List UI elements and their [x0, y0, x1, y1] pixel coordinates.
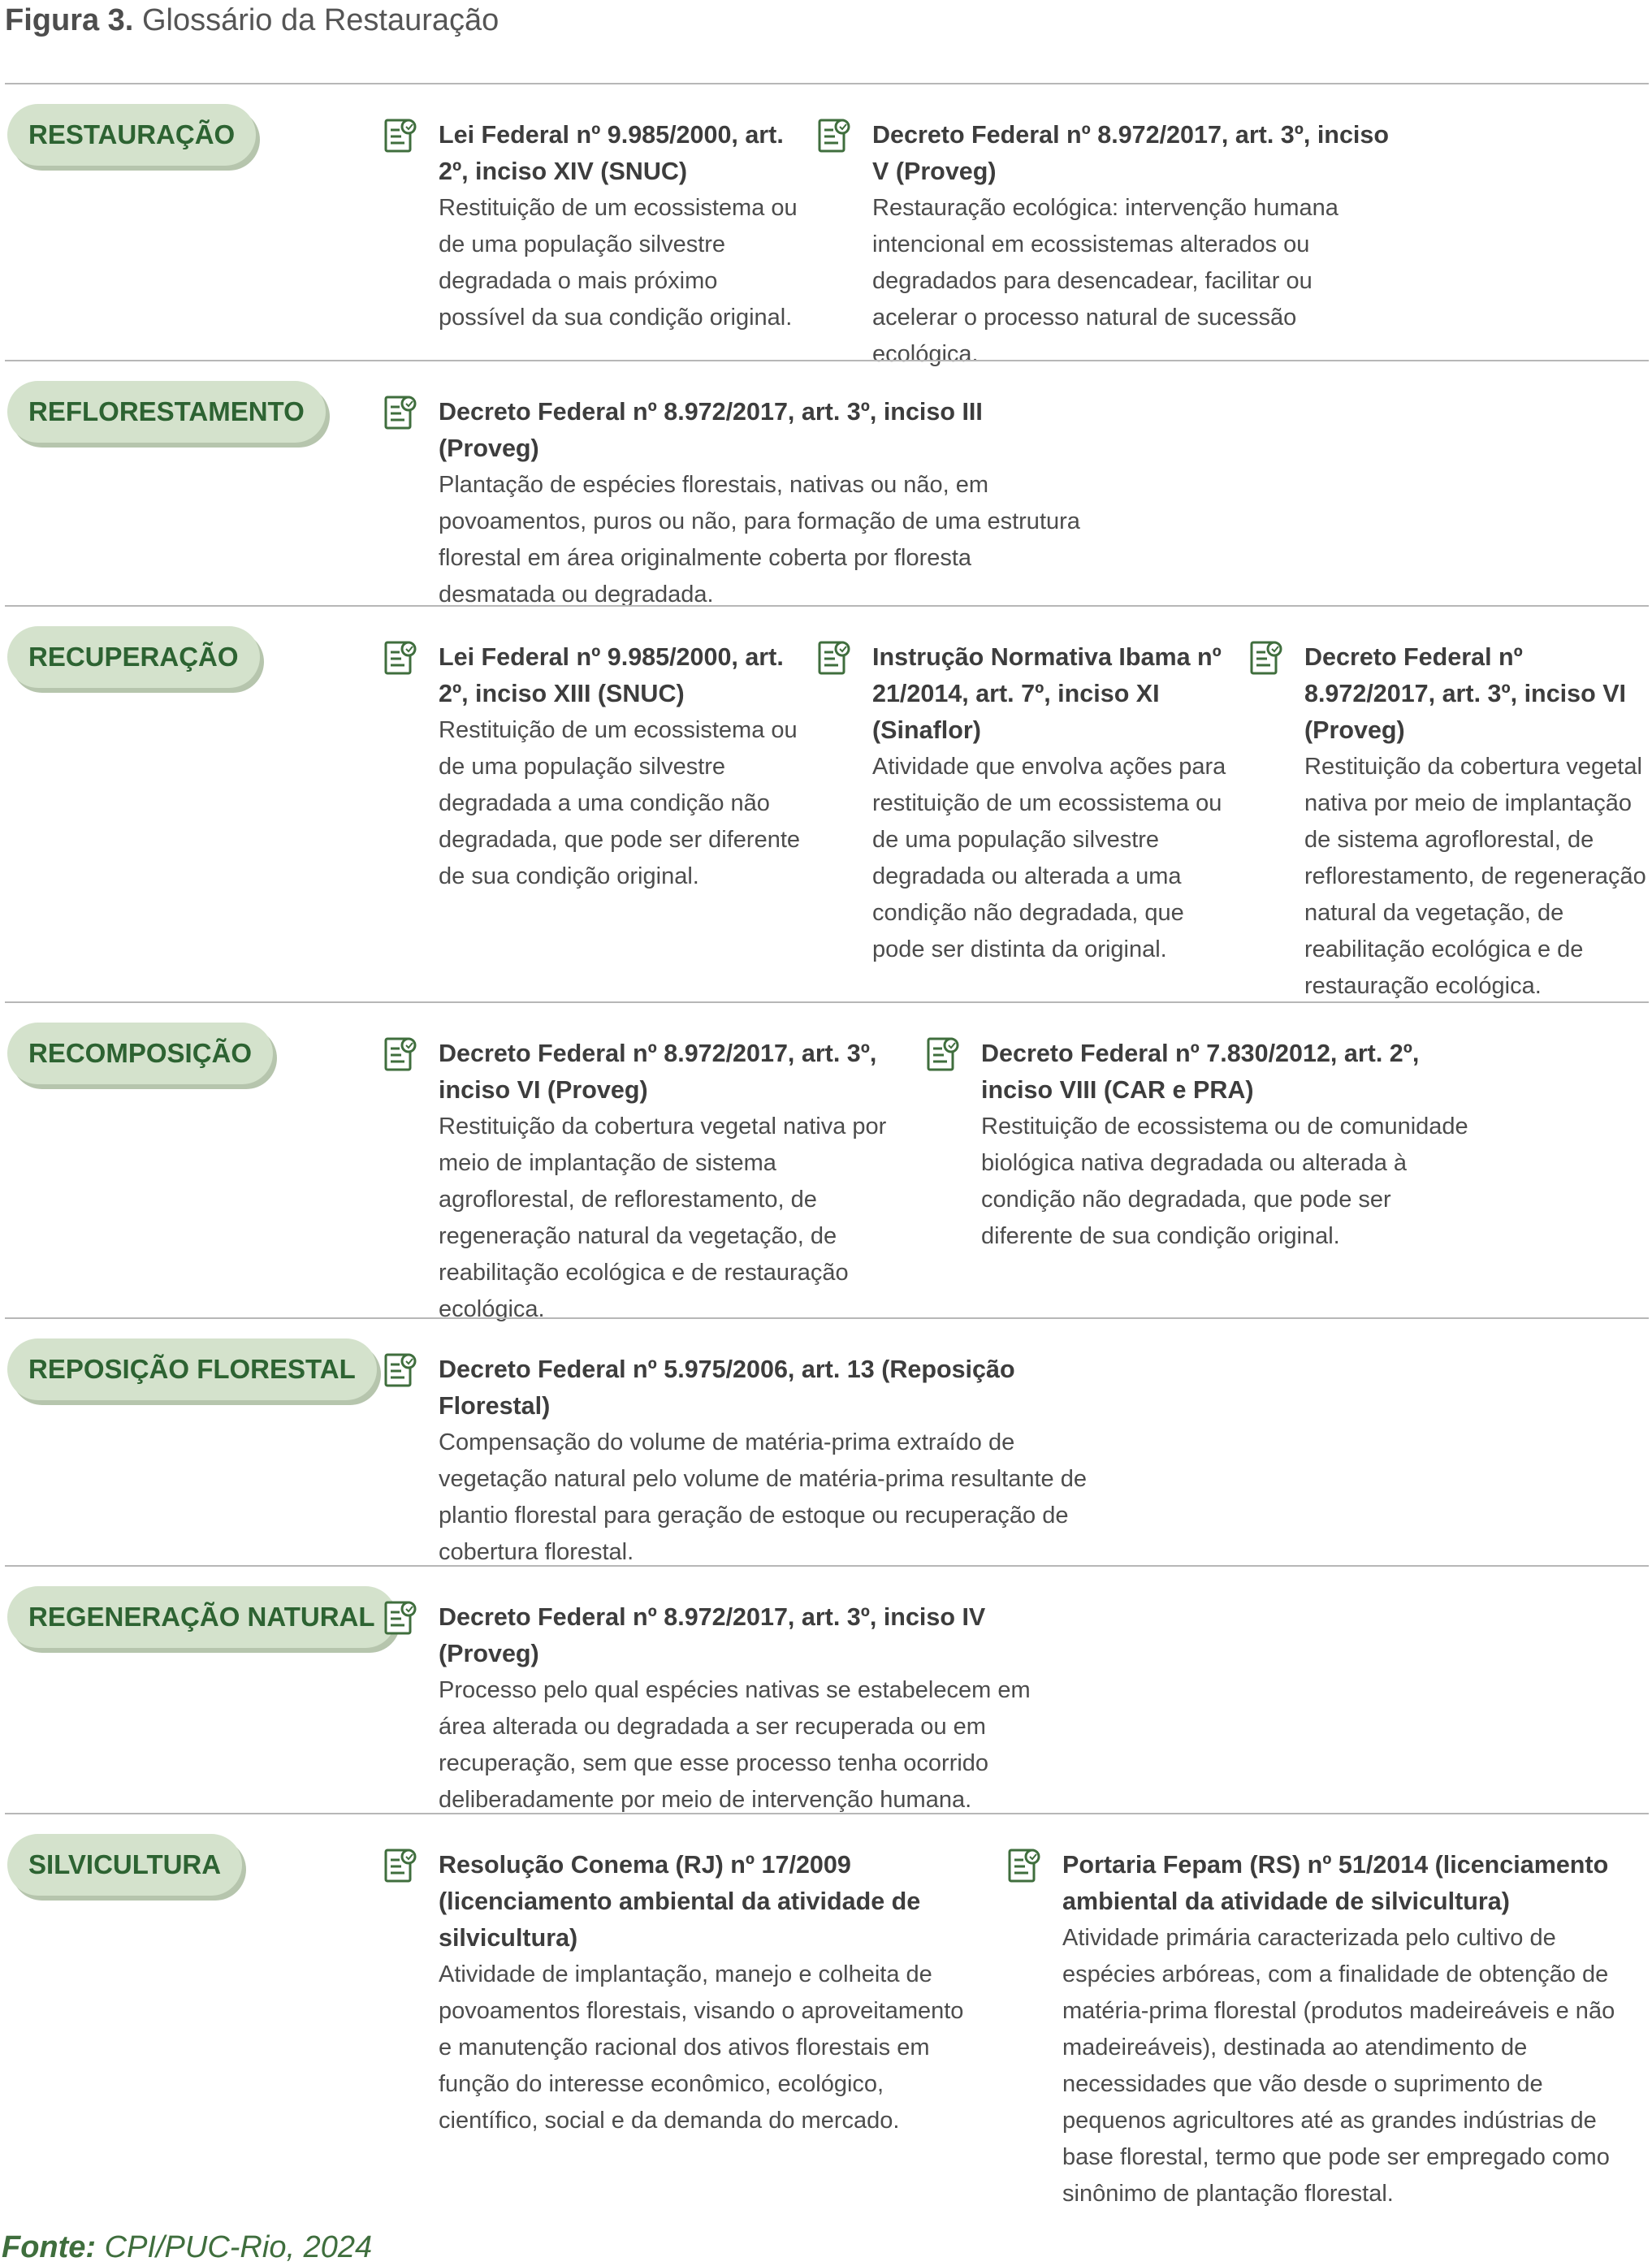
glossary-entry	[383, 1847, 968, 2139]
glossary-entry	[1249, 639, 1649, 1005]
document-seal-icon	[383, 639, 417, 677]
source-label: Fonte:	[2, 2230, 97, 2264]
document-seal-icon	[383, 117, 417, 154]
document-seal-icon	[383, 394, 417, 431]
source-text: CPI/PUC-Rio, 2024	[104, 2230, 373, 2264]
glossary-entry	[383, 639, 806, 895]
entry-text: Restituição da cobertura vegetal nativa por meio de implantação de sistema agroflorestal, de reflorestamento, de regeneração natural da vegetação, de reabilitação ecológica e de restauração ecológica.	[439, 1114, 887, 1322]
divider	[5, 1317, 1649, 1319]
divider	[5, 605, 1649, 607]
document-seal-icon	[817, 117, 851, 154]
entry-title: Decreto Federal nº 5.975/2006, art. 13 (Reposição Florestal)	[439, 1356, 1015, 1420]
entry-title: Decreto Federal nº 8.972/2017, art. 3º, inciso III (Proveg)	[439, 398, 983, 462]
entry-title: Decreto Federal nº 8.972/2017, art. 3º, inciso VI (Proveg)	[1304, 643, 1627, 744]
entry-text: Atividade que envolva ações para restituição de um ecossistema ou de uma população silvestre degradada ou alterada a uma condição não degradada, que pode ser distinta da original.	[872, 754, 1226, 962]
glossary-entry	[817, 639, 1239, 968]
document-seal-icon	[1249, 639, 1283, 677]
entry-text: Restituição de ecossistema ou de comunidade biológica nativa degradada ou alterada à condição não degradada, que pode ser diferente de sua condição original.	[981, 1114, 1468, 1249]
entry-title: Lei Federal nº 9.985/2000, art. 2º, inciso XIV (SNUC)	[439, 121, 784, 185]
document-seal-icon	[1007, 1847, 1041, 1884]
entry-text: Restituição da cobertura vegetal nativa por meio de implantação de sistema agroflorestal, de reflorestamento, de regeneração natural da vegetação, de reabilitação ecológica e de restauração ecológica.	[1304, 754, 1646, 999]
term-tag-restauracao: RESTAURAÇÃO	[7, 104, 256, 166]
glossary-entry	[383, 1351, 1098, 1571]
glossary-entry	[383, 117, 806, 336]
entry-text: Plantação de espécies florestais, nativas ou não, em povoamentos, puros ou não, para formação de uma estrutura florestal em área originalmente coberta por floresta desmatada ou degradada.	[439, 472, 1080, 608]
entry-title: Resolução Conema (RJ) nº 17/2009 (licenciamento ambiental da atividade de silvicultura)	[439, 1851, 921, 1952]
entry-text: Processo pelo qual espécies nativas se estabelecem em área alterada ou degradada a ser recuperada ou em recuperação, sem que esse processo tenha ocorrido deliberadamente por meio de intervenção humana.	[439, 1677, 1031, 1813]
glossary-entry	[383, 394, 1082, 613]
divider	[5, 360, 1649, 361]
entry-title: Lei Federal nº 9.985/2000, art. 2º, inciso XIII (SNUC)	[439, 643, 784, 707]
entry-title: Decreto Federal nº 7.830/2012, art. 2º, inciso VIII (CAR e PRA)	[981, 1040, 1420, 1104]
document-seal-icon	[383, 1036, 417, 1073]
glossary-entry	[1007, 1847, 1649, 2212]
figure-title	[5, 2, 499, 39]
term-tag-recuperacao: RECUPERAÇÃO	[7, 626, 260, 688]
divider	[5, 1001, 1649, 1003]
divider	[5, 1813, 1649, 1814]
glossary-entry	[926, 1036, 1478, 1255]
entry-title: Decreto Federal nº 8.972/2017, art. 3º, inciso V (Proveg)	[872, 121, 1389, 185]
term-tag-reposicao-florestal: REPOSIÇÃO FLORESTAL	[7, 1338, 377, 1400]
entry-text: Restituição de um ecossistema ou de uma população silvestre degradada o mais próximo possível da sua condição original.	[439, 195, 798, 331]
entry-title: Decreto Federal nº 8.972/2017, art. 3º, inciso IV (Proveg)	[439, 1603, 986, 1667]
document-seal-icon	[383, 1847, 417, 1884]
document-seal-icon	[383, 1351, 417, 1389]
entry-text: Restituição de um ecossistema ou de uma população silvestre degradada a uma condição não degradada, que pode ser diferente de sua condição original.	[439, 717, 801, 889]
term-tag-regeneracao-natural: REGENERAÇÃO NATURAL	[7, 1586, 396, 1648]
entry-text: Atividade primária caracterizada pelo cultivo de espécies arbóreas, com a finalidade de obtenção de matéria-prima florestal (produtos madeireáveis e não madeireáveis), destinada ao atendimento de necessidades que vão desde o suprimento de pequenos agricultores até as grandes indústrias de base florestal, termo que pode ser empregado como sinônimo de plantação florestal.	[1062, 1925, 1615, 2207]
entry-text: Restauração ecológica: intervenção humana intencional em ecossistemas alterados ou degradados para desencadear, facilitar ou acelerar o processo natural de sucessão ecológica.	[872, 195, 1338, 367]
document-seal-icon	[817, 639, 851, 677]
term-tag-silvicultura: SILVICULTURA	[7, 1834, 242, 1896]
entry-text: Compensação do volume de matéria-prima extraído de vegetação natural pelo volume de matéria-prima resultante de plantio florestal para geração de estoque ou recuperação de cobertura florestal.	[439, 1429, 1087, 1565]
figure-label: Figura 3.	[5, 3, 134, 37]
source-note	[2, 2229, 372, 2266]
glossary-entry	[383, 1036, 903, 1328]
divider	[5, 83, 1649, 84]
glossary-entry	[383, 1599, 1082, 1818]
entry-title: Instrução Normativa Ibama nº 21/2014, art. 7º, inciso XI (Sinaflor)	[872, 643, 1222, 744]
term-tag-recomposicao: RECOMPOSIÇÃO	[7, 1023, 273, 1084]
term-tag-reflorestamento: REFLORESTAMENTO	[7, 381, 326, 443]
glossary-entry	[817, 117, 1402, 373]
document-seal-icon	[926, 1036, 960, 1073]
divider	[5, 1565, 1649, 1567]
entry-title: Decreto Federal nº 8.972/2017, art. 3º, inciso VI (Proveg)	[439, 1040, 877, 1104]
figure-title-text: Glossário da Restauração	[141, 3, 499, 37]
document-seal-icon	[383, 1599, 417, 1637]
entry-text: Atividade de implantação, manejo e colheita de povoamentos florestais, visando o aproveitamento e manutenção racional dos ativos florestais em função do interesse econômico, ecológico, científico, social e da demanda do mercado.	[439, 1961, 964, 2134]
entry-title: Portaria Fepam (RS) nº 51/2014 (licenciamento ambiental da atividade de silvicultura)	[1062, 1851, 1609, 1915]
